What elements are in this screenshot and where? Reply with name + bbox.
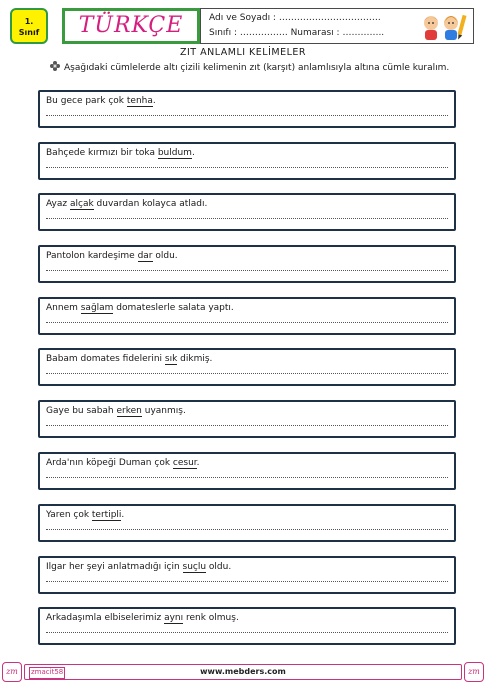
exercise-sentence: Bahçede kırmızı bir toka buldum.: [46, 148, 195, 158]
page-title: ZIT ANLAMLI KELİMELER: [180, 47, 306, 58]
underlined-word: sağlam: [80, 303, 114, 313]
underlined-word: buldum: [157, 148, 192, 158]
exercise-item: [38, 504, 456, 542]
instruction-label: Aşağıdaki cümlelerde altı çizili kelimenin zıt (karşıt) anlamlısıyla altına cümle kuralım.: [64, 63, 450, 73]
answer-line[interactable]: [46, 477, 448, 478]
exercise-item: [38, 142, 456, 180]
children-illustration-icon: [417, 11, 469, 41]
class-number-field[interactable]: Sınıfı : ……………. Numarası : …………..: [209, 28, 385, 38]
underlined-word: erken: [116, 406, 142, 416]
exercise-item: [38, 348, 456, 386]
name-field[interactable]: Adı ve Soyadı : …………………………….: [209, 13, 381, 23]
answer-line[interactable]: [46, 529, 448, 530]
flower-bullet-icon: [50, 61, 60, 71]
answer-line[interactable]: [46, 632, 448, 633]
answer-line[interactable]: [46, 322, 448, 323]
grade-badge: [10, 8, 48, 44]
answer-line[interactable]: [46, 115, 448, 116]
footer-site-link[interactable]: www.mebders.com: [200, 667, 286, 676]
underlined-word: aynı: [164, 613, 184, 623]
answer-line[interactable]: [46, 167, 448, 168]
exercise-item: [38, 400, 456, 438]
footer: [0, 660, 486, 688]
grade-number: 1.: [24, 17, 34, 26]
corner-logo-left: zm: [2, 662, 22, 682]
grade-label: Sınıf: [18, 28, 40, 37]
exercise-item: [38, 556, 456, 594]
exercise-item: [38, 245, 456, 283]
underlined-word: dar: [137, 251, 153, 261]
underlined-word: tenha: [126, 96, 153, 106]
answer-line[interactable]: [46, 581, 448, 582]
footer-code: zmacit58: [31, 668, 64, 676]
subject-title-box: [62, 8, 200, 44]
underlined-word: cesur: [172, 458, 197, 468]
exercise-sentence: Ayaz alçak duvardan kolayca atladı.: [46, 199, 208, 209]
underlined-word: tertipli: [91, 510, 122, 520]
exercise-item: [38, 452, 456, 490]
answer-line[interactable]: [46, 425, 448, 426]
exercise-sentence: Babam domates fidelerini sık dikmiş.: [46, 354, 213, 364]
footer-bar: [24, 664, 462, 680]
exercise-item: [38, 607, 456, 645]
underlined-word: alçak: [69, 199, 94, 209]
subject-title: TÜRKÇE: [78, 13, 184, 38]
exercise-item: [38, 297, 456, 335]
underlined-word: sık: [164, 354, 178, 364]
exercise-item: [38, 90, 456, 128]
exercise-sentence: Pantolon kardeşime dar oldu.: [46, 251, 178, 261]
underlined-word: suçlu: [182, 562, 207, 572]
exercise-sentence: Bu gece park çok tenha.: [46, 96, 156, 106]
exercise-sentence: Arkadaşımla elbiselerimiz aynı renk olmuş.: [46, 613, 239, 623]
exercise-sentence: Arda'nın köpeği Duman çok cesur.: [46, 458, 200, 468]
answer-line[interactable]: [46, 218, 448, 219]
answer-line[interactable]: [46, 373, 448, 374]
exercise-sentence: Gaye bu sabah erken uyanmış.: [46, 406, 186, 416]
exercise-item: [38, 193, 456, 231]
corner-logo-right: zm: [464, 662, 484, 682]
exercise-sentence: Annem sağlam domateslerle salata yaptı.: [46, 303, 234, 313]
instruction-text: [50, 61, 449, 73]
exercise-sentence: Ilgar her şeyi anlatmadığı için suçlu oldu.: [46, 562, 232, 572]
answer-line[interactable]: [46, 270, 448, 271]
exercise-sentence: Yaren çok tertipli.: [46, 510, 125, 520]
student-info-box: [200, 8, 474, 44]
